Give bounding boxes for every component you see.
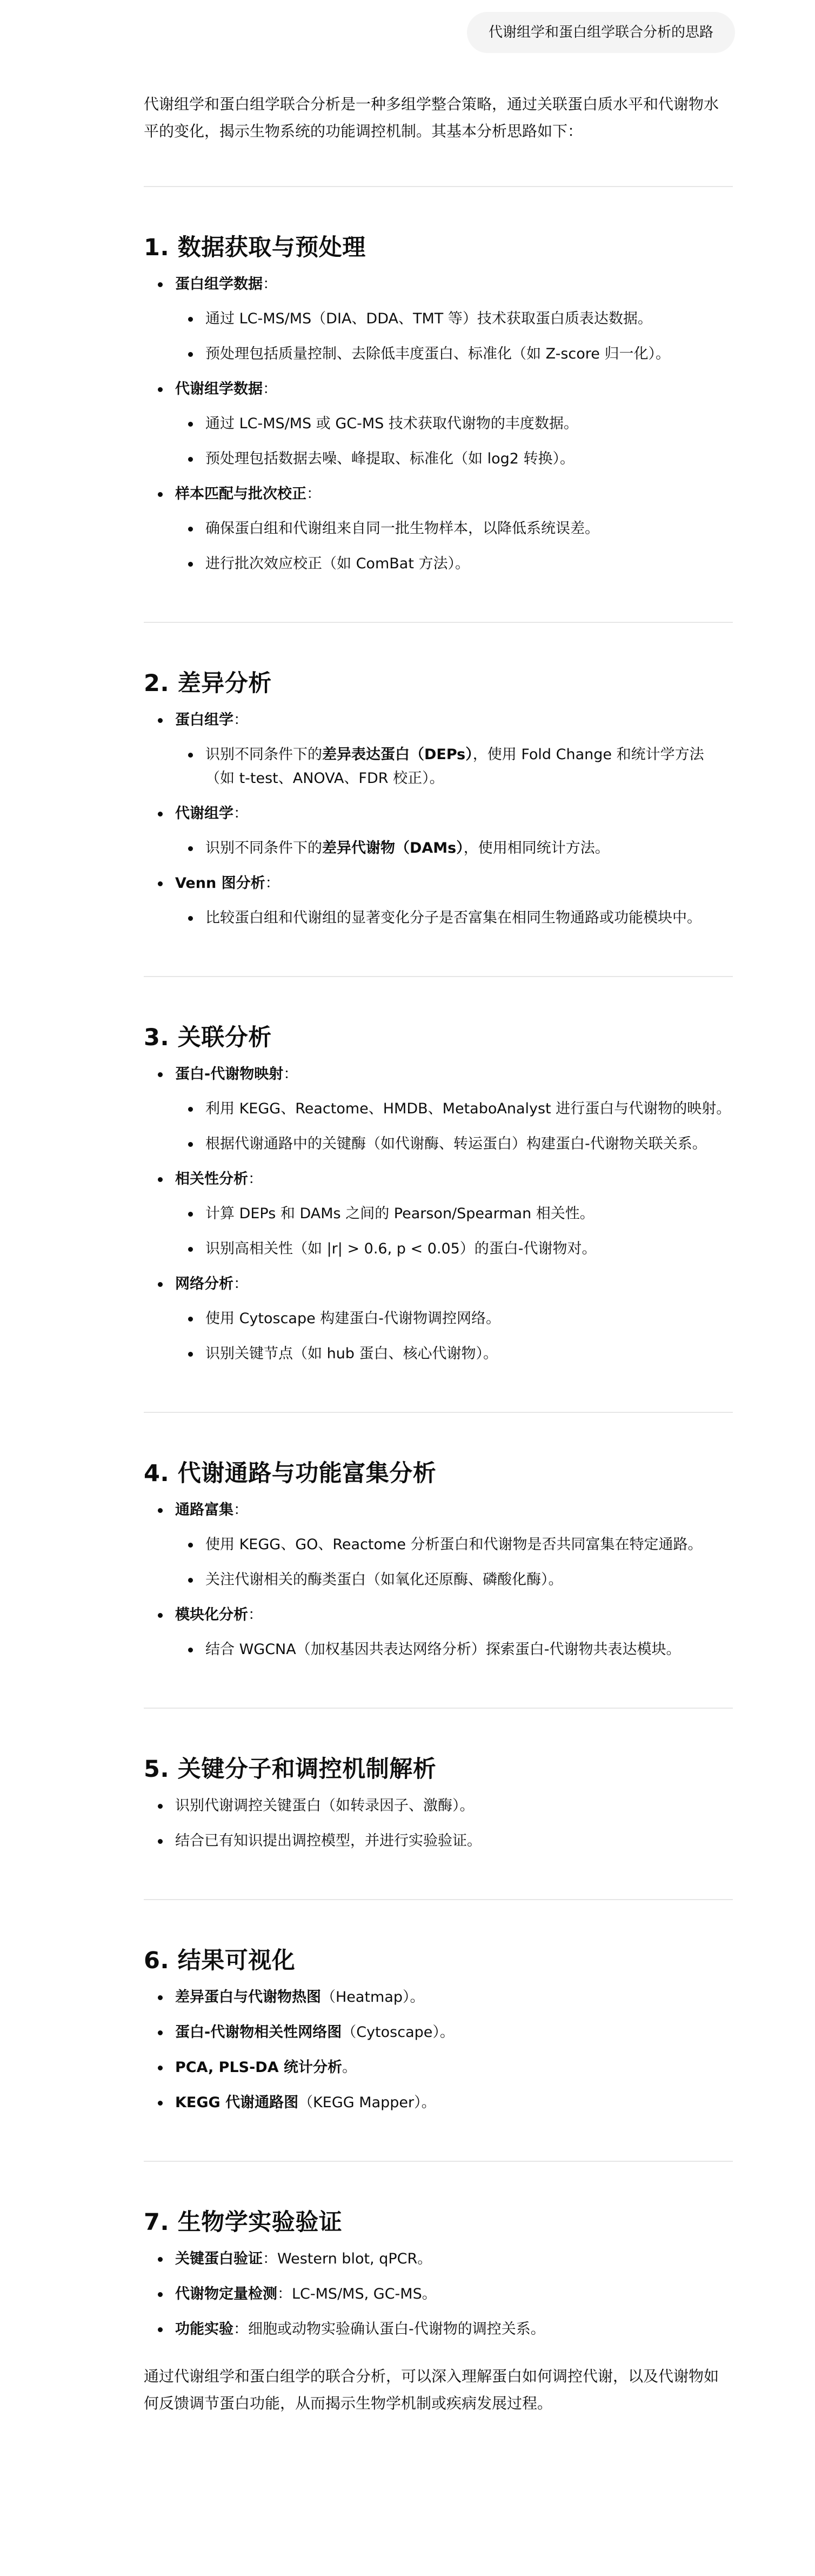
section-title: 7. 生物学实验验证	[144, 2209, 343, 2236]
section-title: 5. 关键分子和调控机制解析	[144, 1756, 437, 1783]
section-title: 2. 差异分析	[144, 670, 272, 697]
section-1	[144, 233, 733, 576]
assistant-response	[144, 91, 733, 2417]
list-item: PCA, PLS-DA 统计分析。	[144, 2056, 733, 2080]
section-divider	[144, 1412, 733, 1413]
list-item: 关键蛋白验证：Western blot, qPCR。	[144, 2247, 733, 2271]
list-item: 蛋白-代谢物映射： 利用 KEGG、Reactome、HMDB、MetaboAnalyst 进行蛋白与代谢物的映射。 根据代谢通路中的关键酶（如代谢酶、转运蛋白）构建蛋白-代谢物关联关系。	[144, 1063, 733, 1156]
list-item: 网络分析： 使用 Cytoscape 构建蛋白-代谢物调控网络。 识别关键节点（如 hub 蛋白、核心代谢物）。	[144, 1272, 733, 1366]
sub-list-item: 利用 KEGG、Reactome、HMDB、MetaboAnalyst 进行蛋白与代谢物的映射。	[175, 1097, 733, 1121]
sub-list-item: 比较蛋白组和代谢组的显著变化分子是否富集在相同生物通路或功能模块中。	[175, 906, 733, 930]
list-item: 样本匹配与批次校正： 确保蛋白组和代谢组来自同一批生物样本，以降低系统误差。 进行批次效应校正（如 ComBat 方法）。	[144, 482, 733, 576]
list-item: 蛋白组学数据： 通过 LC-MS/MS（DIA、DDA、TMT 等）技术获取蛋白质表达数据。 预处理包括质量控制、去除低丰度蛋白、标准化（如 Z-score 归一化）。	[144, 273, 733, 366]
section-title: 6. 结果可视化	[144, 1947, 296, 1974]
sub-list-item: 根据代谢通路中的关键酶（如代谢酶、转运蛋白）构建蛋白-代谢物关联关系。	[175, 1132, 733, 1156]
intro-paragraph: 代谢组学和蛋白组学联合分析是一种多组学整合策略，通过关联蛋白质水平和代谢物水平的变化，揭示生物系统的功能调控机制。其基本分析思路如下：	[144, 95, 719, 140]
outro-paragraph: 通过代谢组学和蛋白组学的联合分析，可以深入理解蛋白如何调控代谢，以及代谢物如何反馈调节蛋白功能，从而揭示生物学机制或疾病发展过程。	[144, 2367, 719, 2412]
section-title: 1. 数据获取与预处理	[144, 234, 366, 261]
list-item: 通路富集： 使用 KEGG、GO、Reactome 分析蛋白和代谢物是否共同富集在特定通路。 关注代谢相关的酶类蛋白（如氧化还原酶、磷酸化酶）。	[144, 1498, 733, 1592]
sub-list-item: 关注代谢相关的酶类蛋白（如氧化还原酶、磷酸化酶）。	[175, 1568, 733, 1592]
sub-list-item: 识别关键节点（如 hub 蛋白、核心代谢物）。	[175, 1342, 733, 1366]
sub-list-item: 使用 KEGG、GO、Reactome 分析蛋白和代谢物是否共同富集在特定通路。	[175, 1533, 733, 1557]
user-message-bubble: 代谢组学和蛋白组学联合分析的思路	[467, 12, 735, 53]
sub-list-item: 预处理包括数据去噪、峰提取、标准化（如 log2 转换）。	[175, 447, 733, 471]
sub-list-item: 识别不同条件下的差异表达蛋白（DEPs），使用 Fold Change 和统计学方法（如 t-test、ANOVA、FDR 校正）。	[175, 743, 733, 791]
list-item: 代谢组学： 识别不同条件下的差异代谢物（DAMs），使用相同统计方法。	[144, 802, 733, 860]
list-item: 结合已有知识提出调控模型，并进行实验验证。	[144, 1829, 733, 1853]
section-title: 4. 代谢通路与功能富集分析	[144, 1460, 437, 1487]
section-divider	[144, 622, 733, 623]
list-item: KEGG 代谢通路图（KEGG Mapper）。	[144, 2091, 733, 2115]
list-item: 模块化分析： 结合 WGCNA（加权基因共表达网络分析）探索蛋白-代谢物共表达模块。	[144, 1603, 733, 1662]
sub-list-item: 确保蛋白组和代谢组来自同一批生物样本，以降低系统误差。	[175, 517, 733, 541]
section-4	[144, 1458, 733, 1662]
section-divider	[144, 186, 733, 187]
list-item: 蛋白组学： 识别不同条件下的差异表达蛋白（DEPs），使用 Fold Change 和统计学方法（如 t-test、ANOVA、FDR 校正）。	[144, 708, 733, 791]
section-divider	[144, 976, 733, 977]
section-title: 3. 关联分析	[144, 1024, 272, 1051]
sub-list-item: 使用 Cytoscape 构建蛋白-代谢物调控网络。	[175, 1307, 733, 1331]
list-item: 代谢组学数据： 通过 LC-MS/MS 或 GC-MS 技术获取代谢物的丰度数据。 预处理包括数据去噪、峰提取、标准化（如 log2 转换）。	[144, 377, 733, 471]
sub-list-item: 识别高相关性（如 |r| > 0.6, p < 0.05）的蛋白-代谢物对。	[175, 1237, 733, 1261]
section-2	[144, 668, 733, 930]
list-item: 相关性分析： 计算 DEPs 和 DAMs 之间的 Pearson/Spearman 相关性。 识别高相关性（如 |r| > 0.6, p < 0.05）的蛋白-代谢物对。	[144, 1167, 733, 1261]
sub-list-item: 通过 LC-MS/MS 或 GC-MS 技术获取代谢物的丰度数据。	[175, 412, 733, 436]
list-item: 蛋白-代谢物相关性网络图（Cytoscape）。	[144, 2021, 733, 2044]
sub-list-item: 结合 WGCNA（加权基因共表达网络分析）探索蛋白-代谢物共表达模块。	[175, 1638, 733, 1662]
list-item: 代谢物定量检测：LC-MS/MS, GC-MS。	[144, 2282, 733, 2306]
sub-list-item: 进行批次效应校正（如 ComBat 方法）。	[175, 552, 733, 576]
sub-list-item: 计算 DEPs 和 DAMs 之间的 Pearson/Spearman 相关性。	[175, 1202, 733, 1226]
section-3	[144, 1023, 733, 1366]
list-item: 功能实验：细胞或动物实验确认蛋白-代谢物的调控关系。	[144, 2318, 733, 2341]
list-item: Venn 图分析： 比较蛋白组和代谢组的显著变化分子是否富集在相同生物通路或功能模块中。	[144, 872, 733, 930]
section-divider	[144, 2161, 733, 2162]
sub-list-item: 预处理包括质量控制、去除低丰度蛋白、标准化（如 Z-score 归一化）。	[175, 342, 733, 366]
section-6	[144, 1946, 733, 2115]
section-5	[144, 1754, 733, 1853]
section-divider	[144, 1708, 733, 1709]
list-item: 识别代谢调控关键蛋白（如转录因子、激酶）。	[144, 1794, 733, 1818]
list-item: 差异蛋白与代谢物热图（Heatmap）。	[144, 1986, 733, 2009]
sub-list-item: 识别不同条件下的差异代谢物（DAMs），使用相同统计方法。	[175, 836, 733, 860]
section-divider	[144, 1899, 733, 1900]
sub-list-item: 通过 LC-MS/MS（DIA、DDA、TMT 等）技术获取蛋白质表达数据。	[175, 307, 733, 331]
section-7	[144, 2207, 733, 2341]
